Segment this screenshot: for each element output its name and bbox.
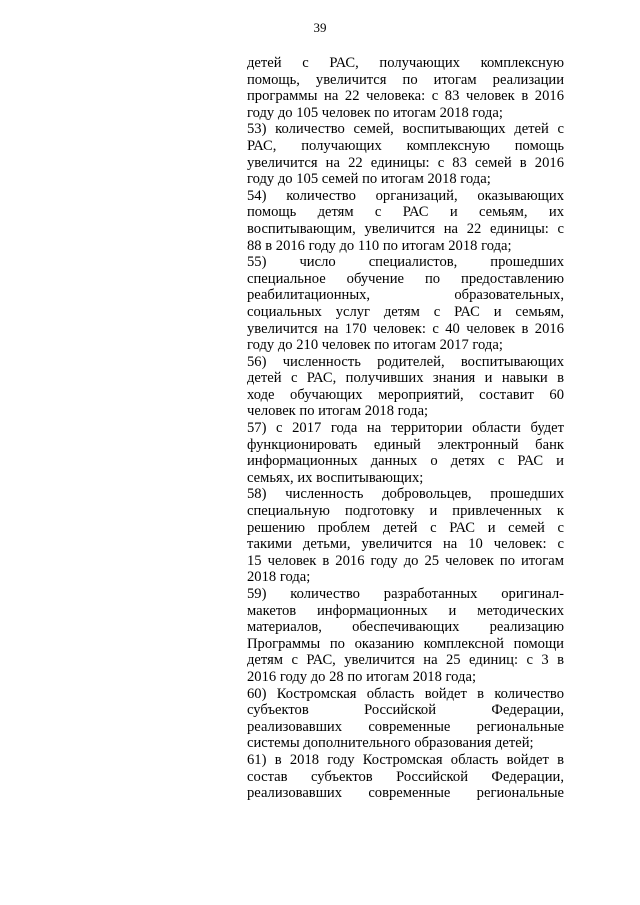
- text-line: человек по итогам 2018 года;: [247, 403, 429, 420]
- text-line: информационных данных о детях с РАС и: [247, 453, 564, 470]
- text-line: семьях, их воспитывающих;: [247, 469, 424, 486]
- text-line: детей с РАС, получивших знания и навыки в: [247, 370, 564, 387]
- text-line: 59) количество разработанных оригинал-: [247, 586, 564, 602]
- text-line: такими детьми, увеличится на 10 человек: с: [247, 536, 564, 553]
- text-line: решению проблем детей с РАС и семей с: [247, 519, 564, 536]
- text-line: помощь, увеличится по итогам реализации: [247, 71, 564, 88]
- text-line: 54) количество организаций, оказывающих: [247, 187, 564, 204]
- text-line: воспитывающим, увеличится на 22 единицы: с: [247, 220, 564, 237]
- text-line: социальных услуг детям с РАС и семьям,: [247, 303, 564, 320]
- text-line: увеличится на 170 человек: с 40 человек в 2016: [247, 320, 564, 337]
- text-line: реализовавших современные региональные: [247, 785, 564, 802]
- text-line: программы на 22 человека: с 83 человек в 2016: [247, 88, 564, 105]
- paragraph: [247, 121, 564, 187]
- paragraph: [247, 486, 564, 586]
- text-line: году до 105 семей по итогам 2018 года;: [247, 171, 491, 188]
- text-line: специальную подготовку и привлеченных к: [247, 503, 564, 520]
- paragraph: [247, 254, 564, 354]
- paragraph: [247, 188, 564, 254]
- document-body: [247, 55, 564, 802]
- text-line: субъектов Российской Федерации,: [247, 702, 564, 719]
- text-line: РАС, получающих комплексную помощь: [247, 137, 564, 154]
- paragraph: [247, 686, 564, 752]
- paragraph: [247, 354, 564, 420]
- text-line: 88 в 2016 году до 110 по итогам 2018 года;: [247, 237, 512, 254]
- text-line: 15 человек в 2016 году до 25 человек по итогам: [247, 552, 564, 569]
- paragraph: [247, 55, 564, 121]
- text-line: году до 210 человек по итогам 2017 года;: [247, 337, 503, 354]
- text-line: 60) Костромская область войдет в количество: [247, 685, 564, 702]
- paragraph: [247, 420, 564, 486]
- text-line: специальное обучение по предоставлению: [247, 270, 564, 287]
- text-line: Программы по оказанию комплексной помощи: [247, 635, 564, 652]
- text-line: помощь детям с РАС и семьям, их: [247, 204, 564, 221]
- text-line: году до 105 человек по итогам 2018 года;: [247, 104, 503, 121]
- text-line: 2018 года;: [247, 569, 311, 586]
- text-line: реализовавших современные региональные: [247, 718, 564, 735]
- text-line: 56) численность родителей, воспитывающих: [247, 353, 564, 370]
- text-line: детям с РАС, увеличится на 25 единиц: с 3 в: [247, 652, 564, 669]
- text-line: 61) в 2018 году Костромская область войдет в: [247, 751, 564, 768]
- paragraph: [247, 752, 564, 802]
- text-line: 2016 году до 28 по итогам 2018 года;: [247, 668, 477, 685]
- page-number: 39: [313, 20, 327, 35]
- text-line: функционировать единый электронный банк: [247, 436, 564, 453]
- text-line: реабилитационных, образовательных,: [247, 287, 564, 304]
- text-line: системы дополнительного образования детей;: [247, 735, 534, 752]
- text-line: состав субъектов Российской Федерации,: [247, 768, 564, 785]
- text-line: 58) численность добровольцев, прошедших: [247, 486, 564, 503]
- text-line: ходе обучающих мероприятий, составит 60: [247, 386, 564, 403]
- text-line: увеличится на 22 единицы: с 83 семей в 2016: [247, 154, 564, 171]
- text-line: детей с РАС, получающих комплексную: [247, 55, 564, 71]
- text-line: 57) с 2017 года на территории области будет: [247, 420, 564, 437]
- text-line: макетов информационных и методических: [247, 602, 564, 619]
- text-line: 55) число специалистов, прошедших: [247, 254, 564, 271]
- paragraph: [247, 586, 564, 686]
- text-line: 53) количество семей, воспитывающих детей с: [247, 121, 564, 138]
- text-line: материалов, обеспечивающих реализацию: [247, 619, 564, 636]
